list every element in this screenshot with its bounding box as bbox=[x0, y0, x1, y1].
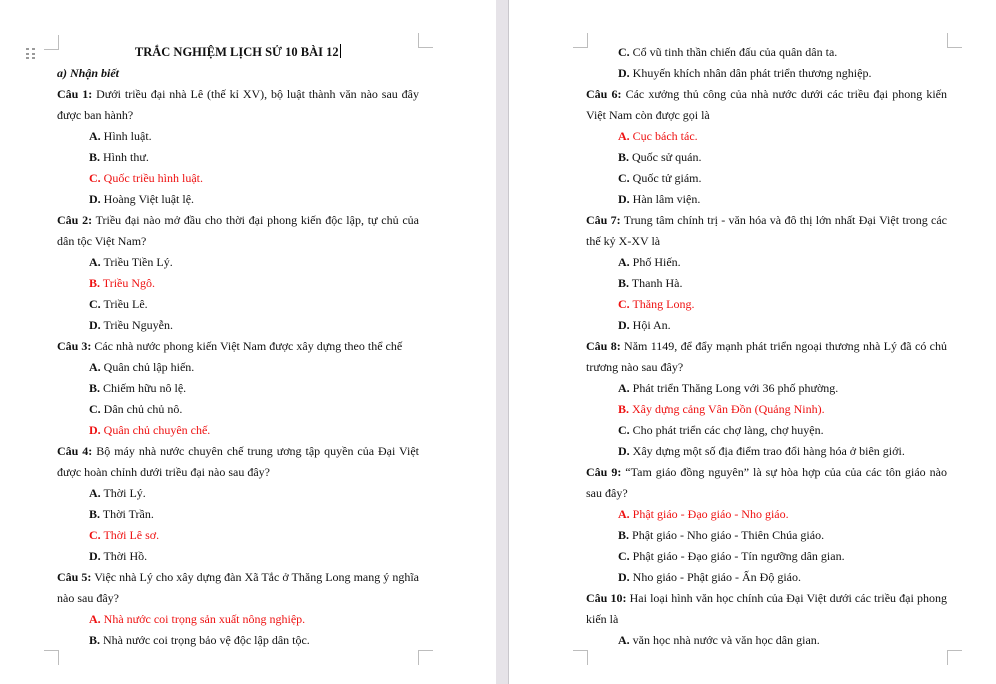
option-text: Phật giáo - Đạo giáo - Nho giáo. bbox=[629, 507, 789, 521]
answer-option bbox=[57, 546, 419, 567]
question-block bbox=[586, 84, 947, 210]
option-text: Nhà nước coi trọng sản xuất nông nghiệp. bbox=[100, 612, 306, 626]
option-letter: C. bbox=[89, 297, 101, 311]
answer-option bbox=[57, 315, 419, 336]
margin-corner-bottom-right bbox=[947, 650, 962, 665]
option-letter: B. bbox=[89, 507, 101, 521]
answer-option bbox=[586, 252, 947, 273]
option-letter: B. bbox=[89, 381, 101, 395]
answer-option bbox=[586, 525, 947, 546]
option-text: Triều Nguyễn. bbox=[100, 318, 174, 332]
question-text bbox=[57, 84, 419, 126]
question-text bbox=[57, 210, 419, 252]
question-block bbox=[586, 210, 947, 336]
section-heading: a) Nhận biết bbox=[57, 66, 120, 80]
question-label: Câu 3: bbox=[57, 339, 92, 353]
question-text bbox=[586, 210, 947, 252]
question-block bbox=[57, 210, 419, 336]
margin-corner-top-right bbox=[418, 33, 433, 48]
option-text: Thời Lê sơ. bbox=[100, 528, 160, 542]
question-list-right bbox=[586, 84, 947, 651]
option-text: Nhà nước coi trọng bảo vệ độc lập dân tộc. bbox=[100, 633, 310, 647]
margin-corner-bottom-left bbox=[44, 650, 59, 665]
question-text bbox=[586, 588, 947, 630]
option-text: Hình thư. bbox=[100, 150, 149, 164]
question-label: Câu 7: bbox=[586, 213, 621, 227]
answer-option bbox=[586, 168, 947, 189]
option-letter: D. bbox=[89, 549, 101, 563]
question-label: Câu 4: bbox=[57, 444, 93, 458]
option-letter: D. bbox=[618, 192, 630, 206]
option-text: Phố Hiến. bbox=[629, 255, 681, 269]
option-text: Thời Hồ. bbox=[100, 549, 148, 563]
text-cursor bbox=[340, 44, 342, 58]
answer-option-correct bbox=[57, 168, 419, 189]
option-text: Hội An. bbox=[629, 318, 671, 332]
option-text: Xây dựng cảng Vân Đồn (Quảng Ninh). bbox=[629, 402, 825, 416]
option-letter: C. bbox=[618, 171, 630, 185]
question-label: Câu 6: bbox=[586, 87, 622, 101]
option-letter: D. bbox=[89, 192, 101, 206]
answer-option bbox=[586, 630, 947, 651]
option-text: Hoàng Việt luật lệ. bbox=[100, 192, 195, 206]
question-body: “Tam giáo đồng nguyên” là sự hòa hợp của của các tôn giáo nào sau đây? bbox=[586, 465, 947, 500]
question-label: Câu 9: bbox=[586, 465, 622, 479]
option-text: Dân chủ chủ nô. bbox=[100, 402, 183, 416]
question-block bbox=[57, 336, 419, 441]
option-letter: A. bbox=[618, 381, 630, 395]
continued-options bbox=[586, 42, 947, 84]
option-text: Triều Ngô. bbox=[100, 276, 156, 290]
question-body: Các nhà nước phong kiến Việt Nam được xây dựng theo thể chế bbox=[91, 339, 403, 353]
answer-option bbox=[586, 315, 947, 336]
question-label: Câu 2: bbox=[57, 213, 93, 227]
option-text: Phật giáo - Đạo giáo - Tín ngưỡng dân gian. bbox=[629, 549, 845, 563]
document-page-right[interactable] bbox=[509, 0, 996, 684]
option-text: Quốc sử quán. bbox=[629, 150, 702, 164]
page-gap bbox=[496, 0, 509, 684]
option-text: Phát triển Thăng Long với 36 phố phường. bbox=[629, 381, 839, 395]
answer-option-correct bbox=[586, 504, 947, 525]
answer-option bbox=[586, 189, 947, 210]
question-text bbox=[57, 441, 419, 483]
option-text: Triều Tiền Lý. bbox=[100, 255, 173, 269]
question-block bbox=[57, 567, 419, 651]
answer-option bbox=[586, 147, 947, 168]
page-content-left[interactable] bbox=[57, 42, 419, 651]
question-body: Các xưởng thủ công của nhà nước dưới các triều đại phong kiến Việt Nam còn được gọi là bbox=[586, 87, 947, 122]
question-text bbox=[586, 336, 947, 378]
question-text bbox=[586, 84, 947, 126]
option-letter: D. bbox=[618, 318, 630, 332]
answer-option bbox=[57, 294, 419, 315]
option-letter: C. bbox=[618, 297, 630, 311]
answer-option bbox=[57, 252, 419, 273]
option-text: Hàn lâm viện. bbox=[629, 192, 701, 206]
option-letter: C. bbox=[89, 171, 101, 185]
option-letter: A. bbox=[618, 129, 630, 143]
option-letter: D. bbox=[618, 570, 630, 584]
option-text: Thanh Hà. bbox=[629, 276, 683, 290]
answer-option bbox=[586, 378, 947, 399]
answer-option bbox=[586, 546, 947, 567]
answer-option bbox=[586, 567, 947, 588]
option-text: Quân chủ lập hiến. bbox=[100, 360, 195, 374]
document-title: TRẮC NGHIỆM LỊCH SỬ 10 BÀI 12 bbox=[57, 42, 419, 63]
option-letter: C. bbox=[89, 402, 101, 416]
answer-option bbox=[57, 483, 419, 504]
option-text: Quốc triều hình luật. bbox=[100, 171, 203, 185]
question-block bbox=[586, 588, 947, 651]
option-text: Nho giáo - Phật giáo - Ấn Độ giáo. bbox=[629, 570, 801, 584]
question-label: Câu 1: bbox=[57, 87, 93, 101]
answer-option bbox=[586, 273, 947, 294]
question-text bbox=[57, 567, 419, 609]
option-letter: D. bbox=[618, 444, 630, 458]
answer-option bbox=[57, 357, 419, 378]
question-block bbox=[57, 441, 419, 567]
answer-option-correct bbox=[57, 525, 419, 546]
question-body: Bộ máy nhà nước chuyên chế trung ương tập quyền của Đại Việt được hoàn chỉnh dưới triều đại nào sau đây? bbox=[57, 444, 419, 479]
option-letter: A. bbox=[89, 612, 101, 626]
option-text: Thời Lý. bbox=[100, 486, 146, 500]
option-letter: B. bbox=[89, 150, 101, 164]
question-label: Câu 10: bbox=[586, 591, 627, 605]
option-letter: C. bbox=[618, 45, 630, 59]
option-text: Cổ vũ tinh thần chiến đấu của quân dân ta. bbox=[629, 45, 838, 59]
option-letter: A. bbox=[618, 507, 630, 521]
document-page-left[interactable] bbox=[0, 0, 496, 684]
option-text: Xây dựng một số địa điểm trao đổi hàng hóa ở biên giới. bbox=[629, 444, 905, 458]
answer-option bbox=[586, 441, 947, 462]
option-letter: C. bbox=[618, 549, 630, 563]
page-content-right[interactable] bbox=[586, 42, 947, 651]
question-label: Câu 8: bbox=[586, 339, 621, 353]
answer-option bbox=[57, 630, 419, 651]
question-label: Câu 5: bbox=[57, 570, 92, 584]
option-letter: B. bbox=[89, 276, 101, 290]
option-text: văn học nhà nước và văn học dân gian. bbox=[629, 633, 820, 647]
option-letter: B. bbox=[89, 633, 101, 647]
answer-option bbox=[57, 378, 419, 399]
answer-option-correct bbox=[586, 399, 947, 420]
question-text bbox=[586, 462, 947, 504]
option-letter: B. bbox=[618, 150, 630, 164]
option-letter: C. bbox=[618, 423, 630, 437]
question-block bbox=[586, 336, 947, 462]
option-text: Chiếm hữu nô lệ. bbox=[100, 381, 187, 395]
option-letter: A. bbox=[89, 255, 101, 269]
margin-corner-top-right bbox=[947, 33, 962, 48]
option-text: Quân chủ chuyên chế. bbox=[100, 423, 211, 437]
margin-corner-bottom-right bbox=[418, 650, 433, 665]
option-text: Thời Trần. bbox=[100, 507, 154, 521]
option-letter: D. bbox=[89, 318, 101, 332]
question-body: Triều đại nào mở đầu cho thời đại phong kiến độc lập, tự chủ của dân tộc Việt Nam? bbox=[57, 213, 419, 248]
option-text: Thăng Long. bbox=[629, 297, 695, 311]
option-letter: A. bbox=[89, 486, 101, 500]
question-text bbox=[57, 336, 419, 357]
answer-option-correct bbox=[57, 609, 419, 630]
option-text: Cho phát triển các chợ làng, chợ huyện. bbox=[629, 423, 824, 437]
question-body: Dưới triều đại nhà Lê (thế kỉ XV), bộ luật thành văn nào sau đây được ban hành? bbox=[57, 87, 419, 122]
question-body: Hai loại hình văn học chính của Đại Việt dưới các triều đại phong kiến là bbox=[586, 591, 947, 626]
answer-option bbox=[57, 147, 419, 168]
option-text: Khuyến khích nhân dân phát triển thương nghiệp. bbox=[629, 66, 872, 80]
answer-option-correct bbox=[586, 126, 947, 147]
option-letter: C. bbox=[89, 528, 101, 542]
option-letter: D. bbox=[618, 66, 630, 80]
option-letter: B. bbox=[618, 402, 630, 416]
table-move-handle-icon[interactable] bbox=[26, 48, 36, 60]
answer-option bbox=[57, 399, 419, 420]
margin-corner-bottom-left bbox=[573, 650, 588, 665]
question-body: Trung tâm chính trị - văn hóa và đô thị lớn nhất Đại Việt trong các thế kỷ X-XV là bbox=[586, 213, 947, 248]
option-letter: A. bbox=[89, 129, 101, 143]
option-text: Hình luật. bbox=[100, 129, 152, 143]
option-text: Cục bách tác. bbox=[629, 129, 698, 143]
answer-option bbox=[57, 189, 419, 210]
option-text: Triều Lê. bbox=[100, 297, 148, 311]
answer-option bbox=[586, 420, 947, 441]
option-letter: A. bbox=[618, 255, 630, 269]
question-block bbox=[57, 84, 419, 210]
answer-option bbox=[586, 42, 947, 63]
question-block bbox=[586, 462, 947, 588]
option-text: Quốc tử giám. bbox=[629, 171, 702, 185]
option-letter: A. bbox=[618, 633, 630, 647]
option-letter: A. bbox=[89, 360, 101, 374]
question-body: Việc nhà Lý cho xây dựng đàn Xã Tắc ở Thăng Long mang ý nghĩa nào sau đây? bbox=[57, 570, 419, 605]
answer-option bbox=[57, 126, 419, 147]
answer-option-correct bbox=[57, 273, 419, 294]
answer-option-correct bbox=[57, 420, 419, 441]
option-text: Phật giáo - Nho giáo - Thiên Chúa giáo. bbox=[629, 528, 825, 542]
answer-option bbox=[57, 504, 419, 525]
question-list-left bbox=[57, 84, 419, 651]
option-letter: B. bbox=[618, 276, 630, 290]
option-letter: B. bbox=[618, 528, 630, 542]
question-body: Năm 1149, để đẩy mạnh phát triển ngoại thương nhà Lý đã có chủ trương nào sau đây? bbox=[586, 339, 947, 374]
answer-option bbox=[586, 63, 947, 84]
answer-option-correct bbox=[586, 294, 947, 315]
option-letter: D. bbox=[89, 423, 101, 437]
